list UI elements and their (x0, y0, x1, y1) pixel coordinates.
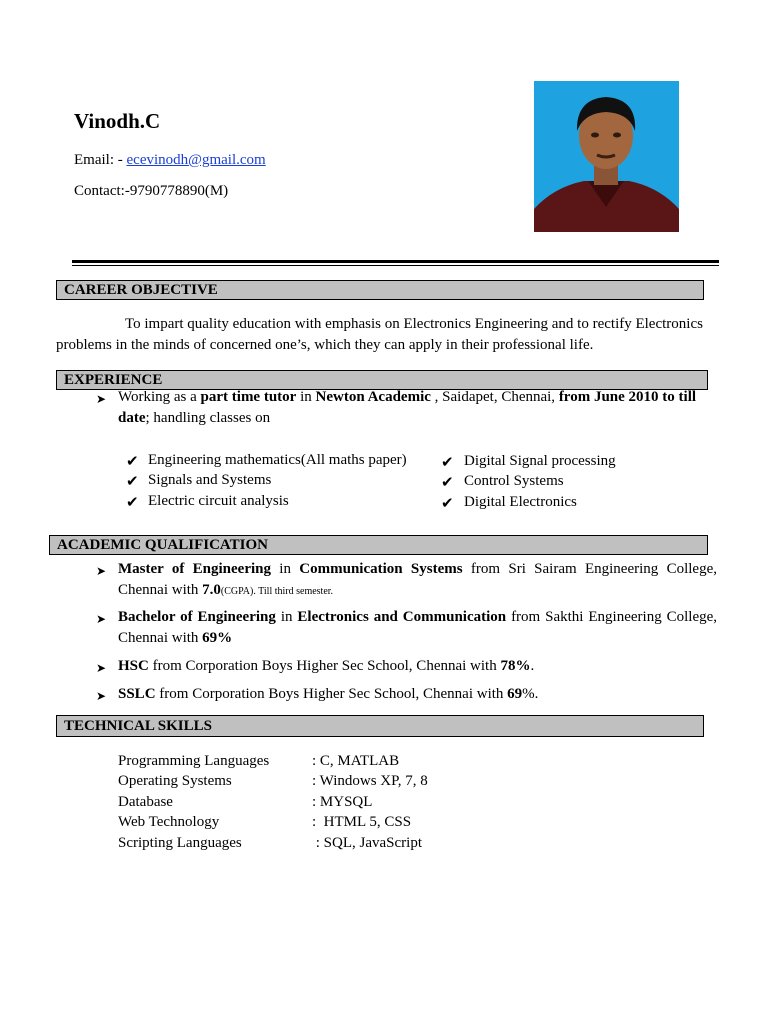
subject-item: Signals and Systems (148, 472, 272, 488)
check-icon: ✔ (441, 475, 454, 491)
profile-photo (534, 81, 679, 232)
skill-label: Operating Systems (118, 773, 232, 789)
skill-value: : SQL, JavaScript (312, 835, 422, 851)
portrait-illustration (534, 81, 679, 232)
email-label: Email: - (74, 152, 123, 168)
section-academic-qualification: ACADEMIC QUALIFICATION (49, 535, 708, 555)
subject-item: Digital Signal processing (464, 453, 616, 469)
email-link[interactable]: ecevinodh@gmail.com (126, 152, 266, 168)
subject-item: Engineering mathematics(All maths paper) (148, 452, 407, 468)
header-rule-thin (72, 265, 719, 266)
me-line-1: Master of Engineering in Communication Systems from Sri Sairam Engineering College, (118, 561, 717, 577)
email-line (74, 152, 266, 169)
section-career-objective: CAREER OBJECTIVE (56, 280, 704, 300)
section-technical-skills: TECHNICAL SKILLS (56, 715, 704, 737)
hsc-line: HSC from Corporation Boys Higher Sec School, Chennai with 78%. (118, 658, 535, 674)
be-line-2: Chennai with 69% (118, 630, 233, 646)
skill-label: Programming Languages (118, 753, 270, 769)
skill-value: : MYSQL (312, 794, 373, 810)
be-line-1: Bachelor of Engineering in Electronics and Communication from Sakthi Engineering College, (118, 609, 718, 625)
me-line-2: Chennai with 7.0(CGPA). Till third semester. (118, 582, 334, 598)
objective-line-1: To impart quality education with emphasis on Electronics Engineering and to rectify Electronics (125, 316, 703, 332)
experience-line-2: date; handling classes on (118, 410, 271, 426)
candidate-name: Vinodh.C (74, 109, 161, 133)
check-icon: ✔ (126, 495, 139, 511)
skill-value: : C, MATLAB (312, 753, 400, 769)
arrow-bullet-icon: ➤ (96, 564, 107, 578)
skill-value: : Windows XP, 7, 8 (312, 773, 428, 789)
skill-label: Scripting Languages (118, 835, 242, 851)
check-icon: ✔ (126, 474, 139, 490)
experience-line-1: Working as a part time tutor in Newton Academic , Saidapet, Chennai, from June 2010 to till (118, 389, 697, 405)
arrow-bullet-icon: ➤ (96, 661, 107, 675)
skill-label: Web Technology (118, 814, 220, 830)
subject-item: Control Systems (464, 473, 564, 489)
subject-item: Digital Electronics (464, 494, 577, 510)
skill-label: Database (118, 794, 173, 810)
arrow-bullet-icon: ➤ (96, 392, 107, 406)
header-rule-thick (72, 260, 719, 263)
section-experience: EXPERIENCE (56, 370, 708, 390)
subject-item: Electric circuit analysis (148, 493, 289, 509)
check-icon: ✔ (441, 496, 454, 512)
check-icon: ✔ (126, 454, 139, 470)
arrow-bullet-icon: ➤ (96, 689, 107, 703)
objective-line-2: problems in the minds of concerned one’s, which they can apply in their professional life. (56, 337, 594, 353)
skill-value: : HTML 5, CSS (312, 814, 412, 830)
sslc-line: SSLC from Corporation Boys Higher Sec School, Chennai with 69%. (118, 686, 539, 702)
arrow-bullet-icon: ➤ (96, 612, 107, 626)
contact-line: Contact:-9790778890(M) (74, 183, 229, 199)
check-icon: ✔ (441, 455, 454, 471)
